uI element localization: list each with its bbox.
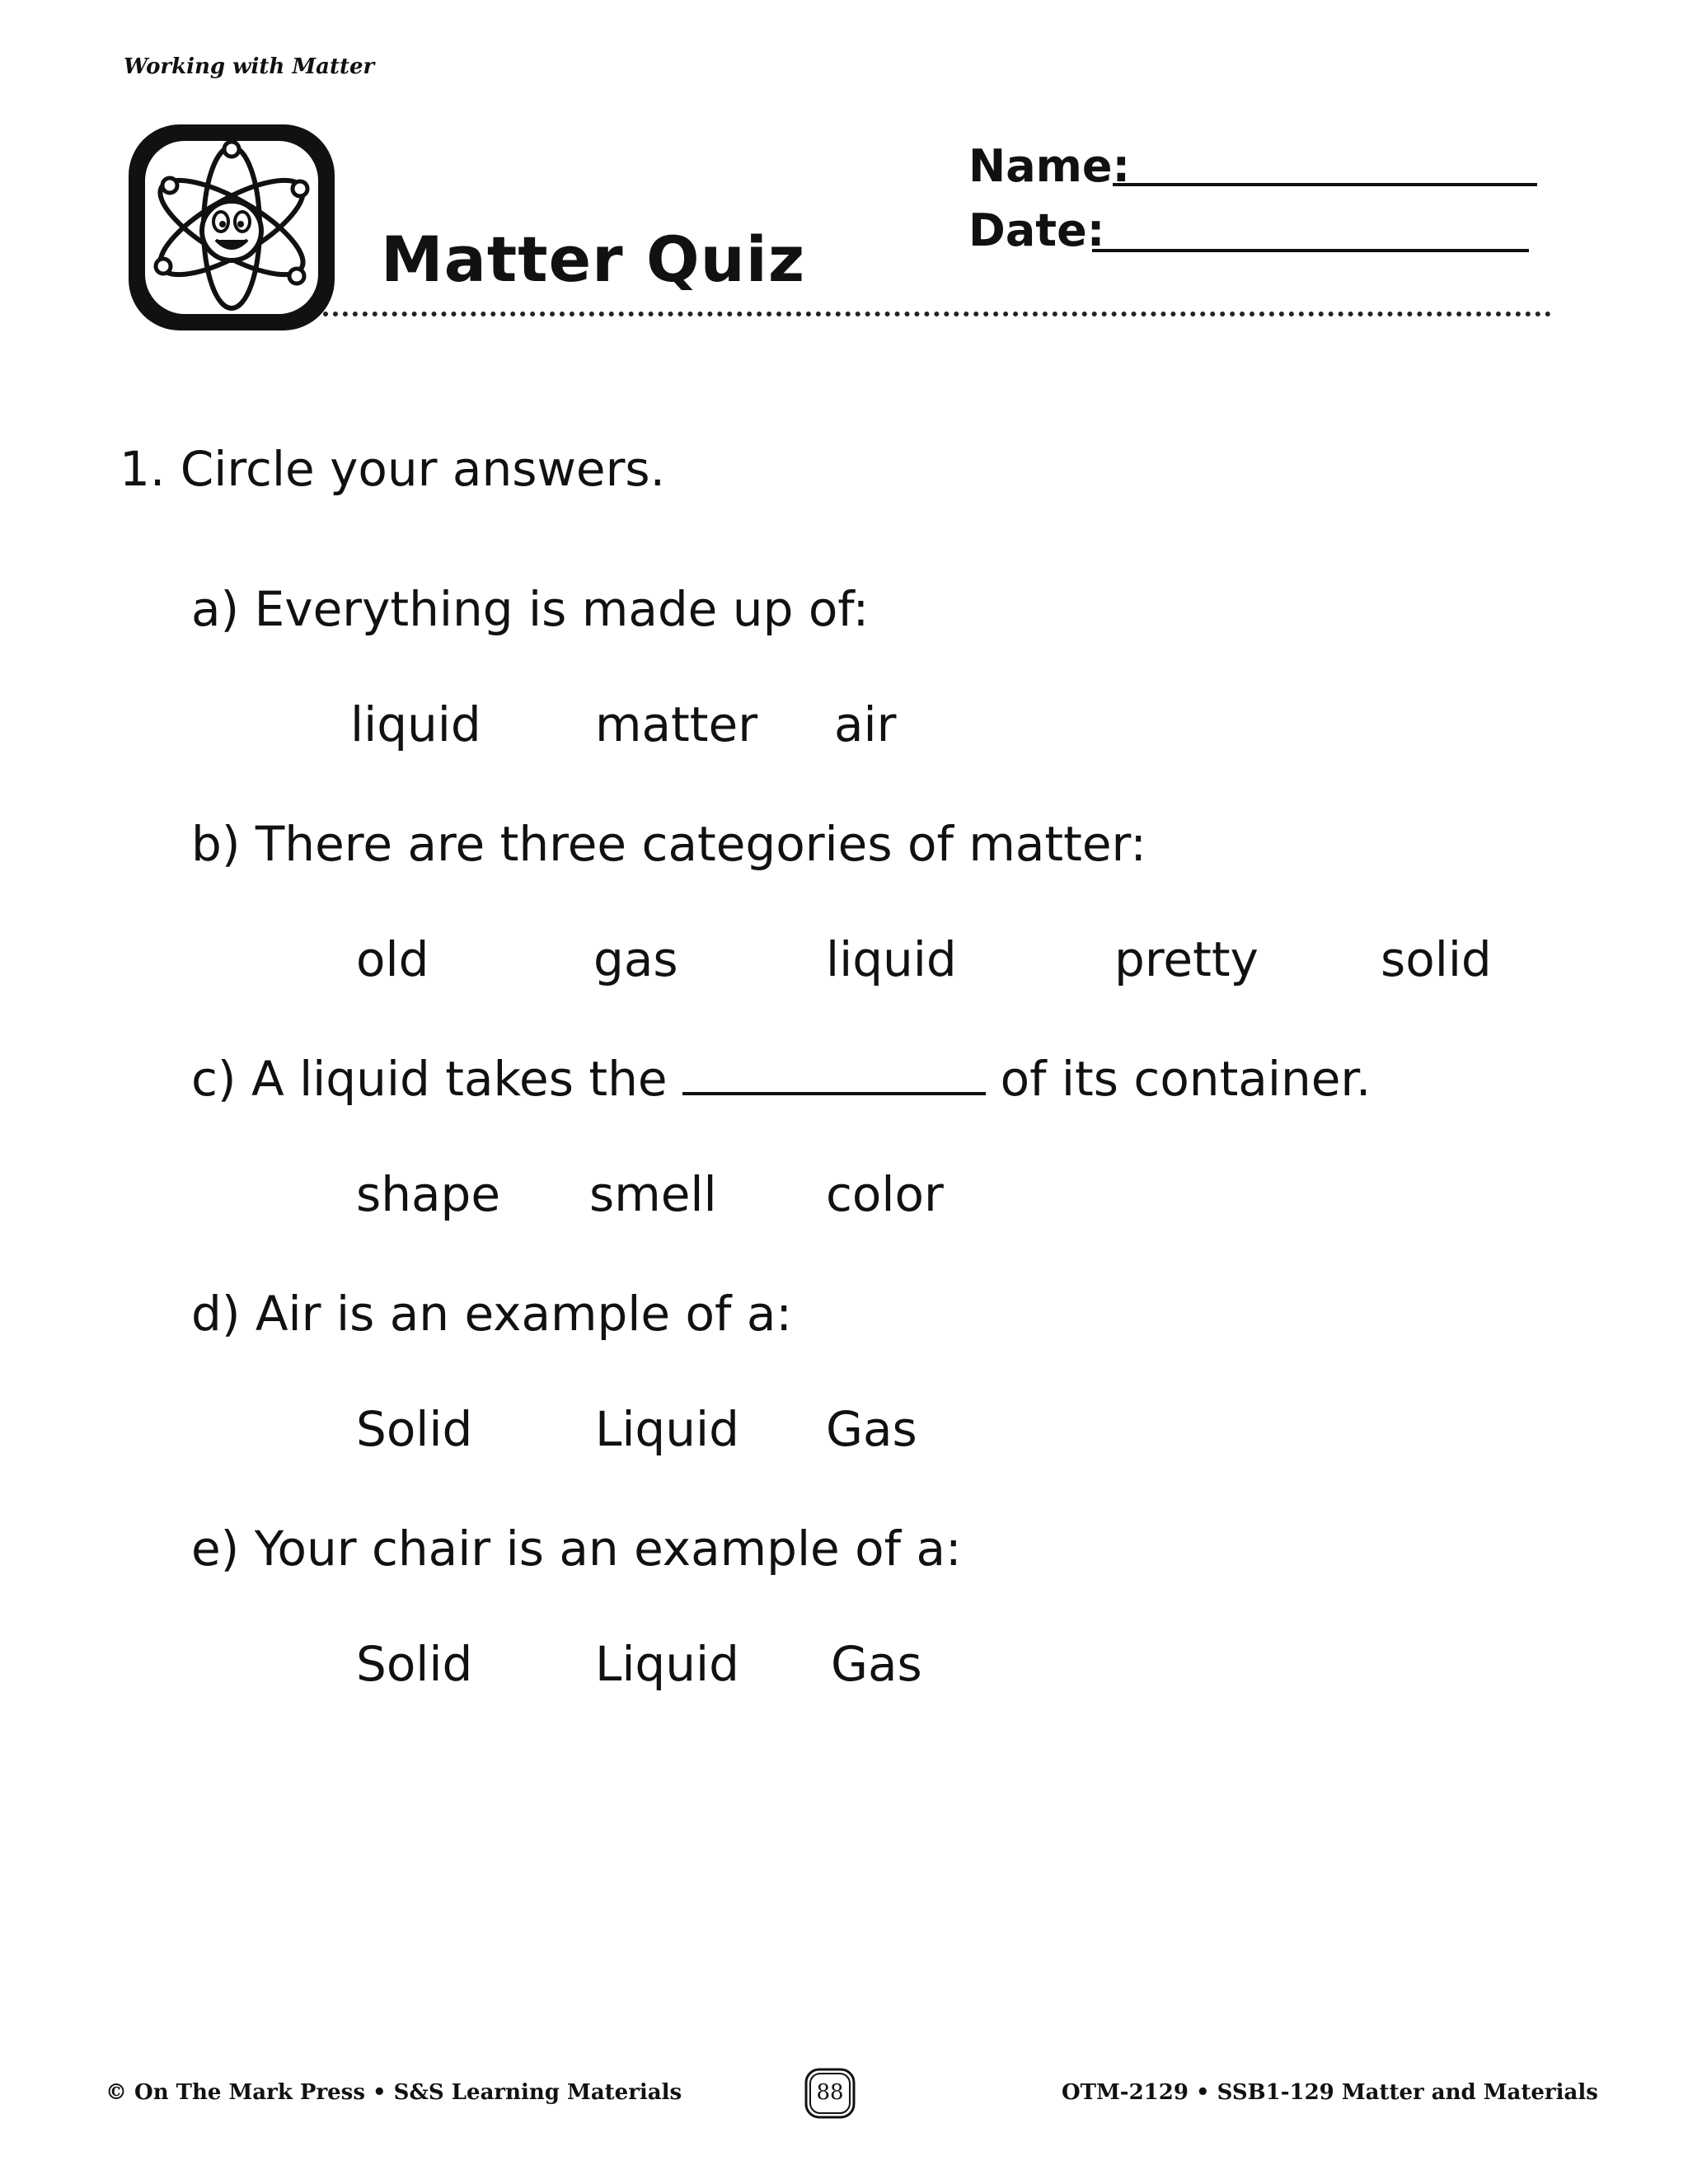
option-c-2[interactable]: smell bbox=[589, 1166, 717, 1222]
atom-mascot-icon bbox=[124, 120, 340, 335]
option-b-1[interactable]: old bbox=[356, 931, 429, 987]
question-c-blank[interactable] bbox=[682, 1091, 986, 1095]
option-b-5[interactable]: solid bbox=[1381, 931, 1492, 987]
footer-catalog: OTM-2129 • SSB1-129 Matter and Materials bbox=[1062, 2080, 1598, 2105]
question-1-heading: 1. Circle your answers. bbox=[120, 441, 666, 497]
question-c-prompt-before: c) A liquid takes the bbox=[191, 1051, 668, 1107]
header-divider bbox=[323, 312, 1551, 316]
option-e-1[interactable]: Solid bbox=[356, 1636, 473, 1692]
option-b-4[interactable]: pretty bbox=[1114, 931, 1259, 987]
question-d-prompt: d) Air is an example of a: bbox=[191, 1286, 792, 1342]
option-d-2[interactable]: Liquid bbox=[595, 1401, 739, 1457]
option-e-2[interactable]: Liquid bbox=[595, 1636, 739, 1692]
question-c-prompt bbox=[191, 1051, 1371, 1107]
option-d-3[interactable]: Gas bbox=[826, 1401, 917, 1457]
page-number: 88 bbox=[816, 2080, 844, 2105]
footer-publisher: © On The Mark Press • S&S Learning Materials bbox=[106, 2080, 682, 2105]
option-d-1[interactable]: Solid bbox=[356, 1401, 473, 1457]
option-c-1[interactable]: shape bbox=[356, 1166, 501, 1222]
option-a-2[interactable]: matter bbox=[595, 696, 758, 752]
name-label: Name: bbox=[968, 140, 1131, 192]
option-a-1[interactable]: liquid bbox=[350, 696, 481, 752]
date-field[interactable] bbox=[1092, 249, 1529, 252]
option-e-3[interactable]: Gas bbox=[831, 1636, 922, 1692]
page-title: Matter Quiz bbox=[381, 223, 806, 296]
option-c-3[interactable]: color bbox=[826, 1166, 944, 1222]
question-c-prompt-after: of its container. bbox=[1000, 1051, 1372, 1107]
name-field[interactable] bbox=[1113, 183, 1537, 186]
running-head: Working with Matter bbox=[124, 54, 375, 79]
question-a-prompt: a) Everything is made up of: bbox=[191, 581, 870, 637]
date-label: Date: bbox=[968, 204, 1105, 256]
option-a-3[interactable]: air bbox=[834, 696, 897, 752]
option-b-2[interactable]: gas bbox=[593, 931, 678, 987]
question-b-prompt: b) There are three categories of matter: bbox=[191, 816, 1146, 872]
question-e-prompt: e) Your chair is an example of a: bbox=[191, 1521, 962, 1577]
option-b-3[interactable]: liquid bbox=[826, 931, 957, 987]
